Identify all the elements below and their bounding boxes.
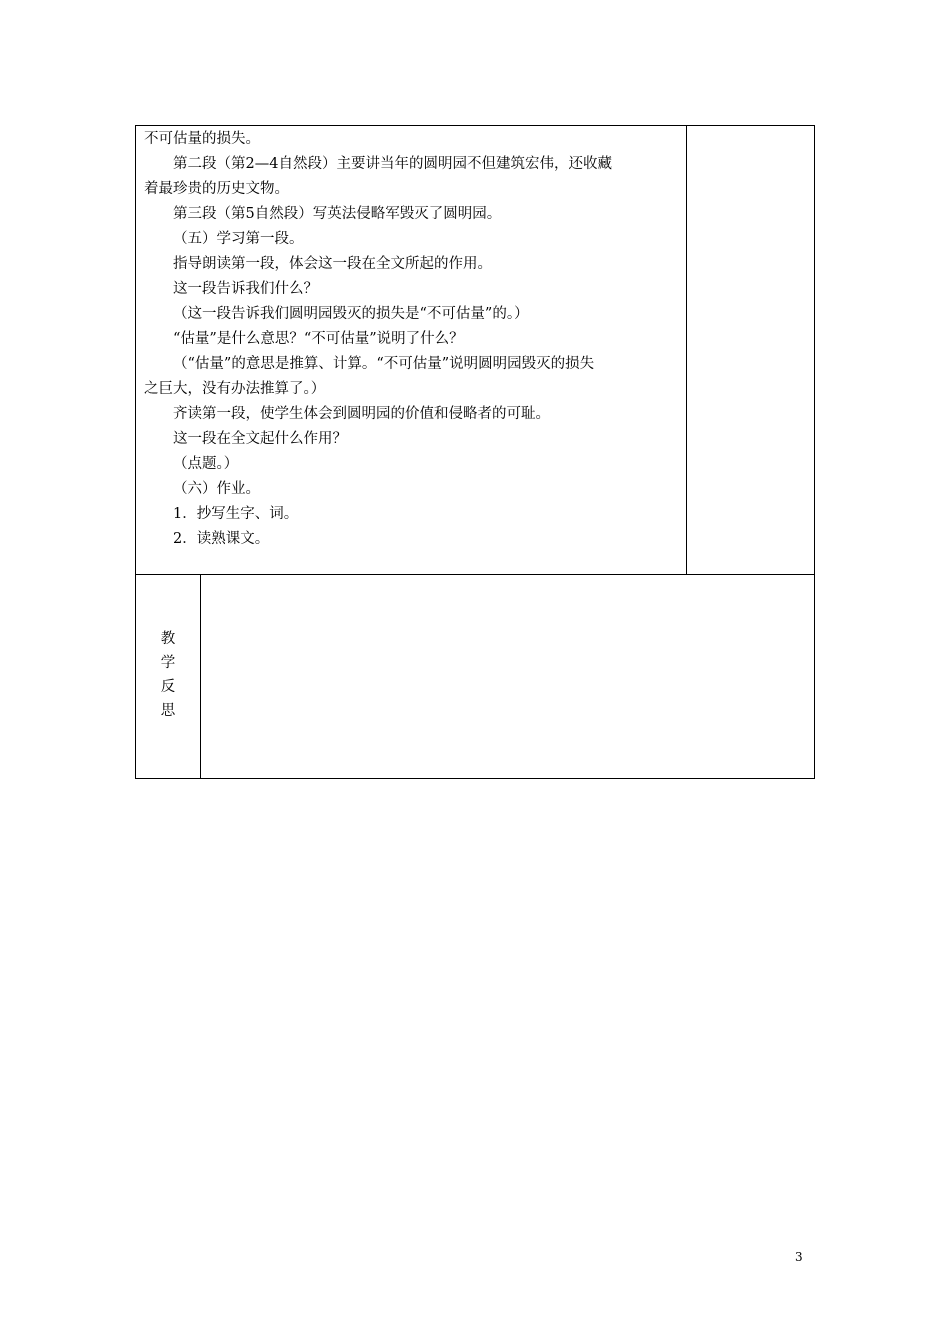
content-line: 1．抄写生字、词。 bbox=[173, 506, 299, 522]
content-line: 第三段（第5自然段）写英法侵略军毁灭了圆明园。 bbox=[173, 206, 502, 222]
content-line: 这一段告诉我们什么？ bbox=[173, 281, 318, 297]
content-line: 不可估量的损失。 bbox=[144, 131, 260, 147]
reflection-content-cell bbox=[201, 575, 814, 778]
content-line: （“估量”的意思是推算、计算。“不可估量”说明圆明园毁灭的损失 bbox=[173, 356, 595, 372]
reflection-label-char: 学 bbox=[160, 655, 176, 671]
content-line: 指导朗读第一段，体会这一段在全文所起的作用。 bbox=[173, 256, 492, 272]
page-number: 3 bbox=[795, 1250, 803, 1264]
content-line: （五）学习第一段。 bbox=[173, 231, 304, 247]
content-line: 2．读熟课文。 bbox=[173, 531, 270, 547]
reflection-label-char: 教 bbox=[160, 631, 176, 647]
lesson-content-cell bbox=[136, 126, 687, 574]
content-line: 齐读第一段，使学生体会到圆明园的价值和侵略者的可耻。 bbox=[173, 406, 550, 422]
lesson-plan-table bbox=[135, 125, 815, 779]
content-line: 着最珍贵的历史文物。 bbox=[144, 181, 289, 197]
content-line: “估量”是什么意思？“不可估量”说明了什么？ bbox=[173, 331, 464, 347]
content-line: （六）作业。 bbox=[173, 481, 260, 497]
reflection-label-cell bbox=[136, 575, 201, 778]
content-line: （这一段告诉我们圆明园毁灭的损失是“不可估量”的。） bbox=[173, 306, 529, 322]
content-line: 这一段在全文起什么作用？ bbox=[173, 431, 347, 447]
content-line: 之巨大，没有办法推算了。） bbox=[144, 381, 326, 397]
reflection-label-char: 思 bbox=[160, 703, 176, 719]
reflection-row bbox=[136, 575, 814, 778]
content-line: （点题。） bbox=[173, 456, 239, 472]
content-line: 第二段（第2—4自然段）主要讲当年的圆明园不但建筑宏伟，还收藏 bbox=[173, 156, 612, 172]
reflection-label-char: 反 bbox=[160, 679, 176, 695]
lesson-content-row bbox=[136, 126, 814, 575]
notes-cell bbox=[687, 126, 814, 574]
